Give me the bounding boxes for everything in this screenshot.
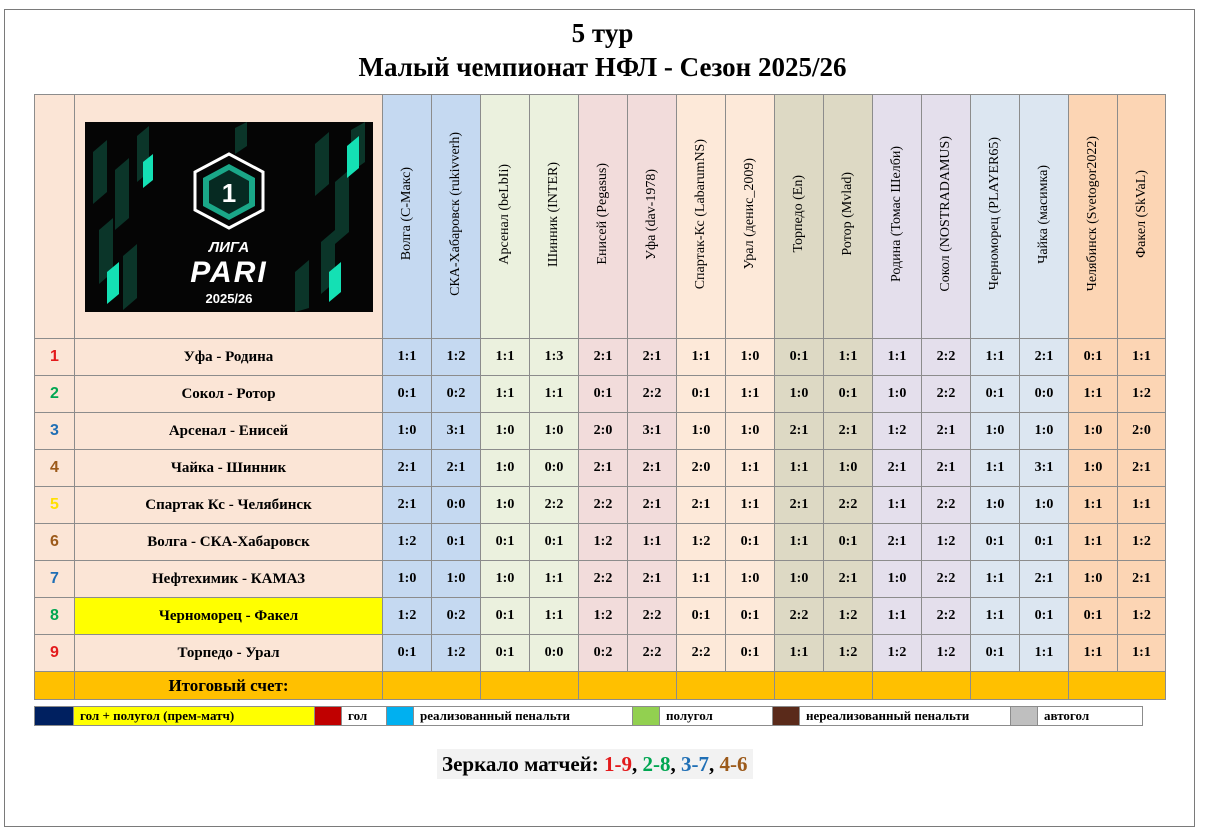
match-number: 5 (35, 487, 75, 524)
table-row (35, 598, 1166, 635)
score-cell: 1:2 (383, 524, 432, 561)
score-cell: 3:1 (628, 413, 677, 450)
column-header-label: Арсенал (beLbIi) (497, 163, 512, 265)
score-cell: 3:1 (1020, 450, 1069, 487)
table-row (35, 413, 1166, 450)
corner-cell (35, 95, 75, 339)
score-cell: 2:2 (922, 376, 971, 413)
total-score-cell (1069, 672, 1166, 700)
score-cell: 1:1 (1069, 635, 1118, 672)
column-header-6 (628, 95, 677, 339)
logo-text-pari: PARI (189, 255, 268, 289)
legend-label: реализованный пенальти (414, 707, 633, 726)
score-cell: 0:1 (481, 635, 530, 672)
score-cell: 1:1 (677, 561, 726, 598)
legend-label: нереализованный пенальти (800, 707, 1011, 726)
table-row (35, 339, 1166, 376)
score-cell: 0:2 (579, 635, 628, 672)
score-cell: 1:2 (432, 635, 481, 672)
score-cell: 2:2 (775, 598, 824, 635)
legend-swatch (315, 707, 342, 726)
score-cell: 0:1 (481, 598, 530, 635)
score-cell: 2:0 (677, 450, 726, 487)
match-name: Торпедо - Урал (75, 635, 383, 672)
score-cell: 2:1 (824, 561, 873, 598)
column-header-label: Енисей (Pegasus) (595, 163, 610, 265)
score-cell: 2:1 (1020, 339, 1069, 376)
score-cell: 0:1 (677, 598, 726, 635)
column-header-14 (1020, 95, 1069, 339)
legend-row (35, 707, 1143, 726)
legend-label: гол (342, 707, 387, 726)
score-cell: 1:0 (481, 487, 530, 524)
column-header-label: Спартак-Кс (LabarumNS) (693, 138, 708, 290)
score-cell: 1:1 (481, 339, 530, 376)
score-cell: 1:1 (824, 339, 873, 376)
column-header-12 (922, 95, 971, 339)
score-cell: 1:1 (1118, 487, 1166, 524)
score-cell: 2:2 (922, 339, 971, 376)
score-cell: 1:0 (481, 450, 530, 487)
column-header-16 (1118, 95, 1166, 339)
mirror-separator: , (709, 752, 715, 776)
score-cell: 2:2 (922, 598, 971, 635)
match-name: Сокол - Ротор (75, 376, 383, 413)
column-header-4 (530, 95, 579, 339)
score-cell: 2:1 (628, 339, 677, 376)
score-cell: 0:1 (383, 635, 432, 672)
match-number: 2 (35, 376, 75, 413)
score-cell: 1:0 (481, 561, 530, 598)
page-title: 5 тур (571, 18, 634, 48)
score-cell: 1:0 (481, 413, 530, 450)
score-cell: 2:2 (922, 487, 971, 524)
score-cell: 2:1 (922, 413, 971, 450)
score-cell: 1:2 (922, 635, 971, 672)
score-cell: 0:1 (971, 524, 1020, 561)
logo-badge-number: 1 (221, 177, 236, 208)
score-cell: 0:0 (432, 487, 481, 524)
legend-swatch (1011, 707, 1038, 726)
score-cell: 0:0 (530, 450, 579, 487)
score-cell: 2:1 (677, 487, 726, 524)
score-cell: 1:0 (873, 376, 922, 413)
score-cell: 0:2 (432, 376, 481, 413)
mirror-pair: 4-6 (719, 752, 748, 776)
logo-text-liga: ЛИГА (208, 238, 249, 256)
score-cell: 2:0 (1118, 413, 1166, 450)
score-cell: 1:1 (1069, 524, 1118, 561)
column-header-9 (775, 95, 824, 339)
column-header-5 (579, 95, 628, 339)
score-cell: 2:1 (775, 487, 824, 524)
match-name: Волга - СКА-Хабаровск (75, 524, 383, 561)
score-cell: 1:1 (1118, 635, 1166, 672)
mirror-separator: , (670, 752, 676, 776)
score-cell: 1:0 (726, 339, 775, 376)
column-header-15 (1069, 95, 1118, 339)
match-number: 4 (35, 450, 75, 487)
score-cell: 2:2 (628, 598, 677, 635)
score-cell: 0:1 (481, 524, 530, 561)
total-score-cell (481, 672, 579, 700)
score-cell: 1:1 (530, 376, 579, 413)
score-cell: 2:2 (628, 635, 677, 672)
score-cell: 1:2 (873, 635, 922, 672)
score-cell: 1:0 (432, 561, 481, 598)
mirror-separator: , (632, 752, 638, 776)
column-header-label: Торпедо (En) (791, 175, 806, 253)
column-header-label: Черноморец (PLAYER65) (987, 137, 1002, 291)
score-cell: 2:1 (579, 339, 628, 376)
score-cell: 0:1 (775, 339, 824, 376)
score-cell: 0:1 (530, 524, 579, 561)
column-header-2 (432, 95, 481, 339)
page-subtitle: Малый чемпионат НФЛ - Сезон 2025/26 (358, 52, 847, 82)
score-cell: 1:1 (971, 598, 1020, 635)
score-cell: 0:1 (971, 376, 1020, 413)
score-cell: 2:1 (628, 450, 677, 487)
score-cell: 1:1 (1069, 487, 1118, 524)
score-cell: 1:2 (1118, 376, 1166, 413)
score-cell: 0:1 (726, 524, 775, 561)
score-cell: 1:0 (775, 376, 824, 413)
predictions-table (34, 94, 1166, 700)
match-name: Спартак Кс - Челябинск (75, 487, 383, 524)
column-header-8 (726, 95, 775, 339)
score-cell: 1:2 (922, 524, 971, 561)
score-cell: 0:1 (824, 376, 873, 413)
score-cell: 1:2 (432, 339, 481, 376)
liga-pari-logo (85, 122, 373, 312)
column-header-label: Чайка (масимка) (1036, 164, 1051, 264)
score-cell: 2:1 (432, 450, 481, 487)
table-row (35, 561, 1166, 598)
score-cell: 2:1 (1020, 561, 1069, 598)
score-cell: 2:1 (628, 487, 677, 524)
column-header-label: СКА-Хабаровск (rukivverh) (448, 132, 463, 296)
score-cell: 2:1 (1118, 561, 1166, 598)
legend-label: автогол (1038, 707, 1143, 726)
total-score-cell (873, 672, 971, 700)
mirror-pair: 2-8 (642, 752, 671, 776)
table-row (35, 635, 1166, 672)
score-cell: 2:0 (579, 413, 628, 450)
score-cell: 0:1 (726, 598, 775, 635)
score-cell: 1:2 (579, 524, 628, 561)
score-cell: 0:1 (1020, 524, 1069, 561)
column-header-label: Ротор (Mvlad) (840, 172, 855, 256)
score-cell: 1:0 (775, 561, 824, 598)
score-cell: 2:1 (873, 524, 922, 561)
mirror-matches (437, 749, 753, 779)
score-cell: 1:1 (726, 450, 775, 487)
score-cell: 0:1 (971, 635, 1020, 672)
score-cell: 0:1 (579, 376, 628, 413)
match-name: Арсенал - Енисей (75, 413, 383, 450)
total-score-cell (775, 672, 873, 700)
score-cell: 1:0 (971, 413, 1020, 450)
score-cell: 1:1 (530, 561, 579, 598)
column-header-7 (677, 95, 726, 339)
column-header-label: Урал (денис_2009) (742, 158, 757, 270)
score-cell: 2:1 (775, 413, 824, 450)
total-score-cell (383, 672, 481, 700)
score-cell: 1:2 (1118, 524, 1166, 561)
score-cell: 1:2 (873, 413, 922, 450)
score-cell: 1:0 (1069, 450, 1118, 487)
score-cell: 1:0 (530, 413, 579, 450)
score-cell: 2:1 (579, 450, 628, 487)
score-cell: 1:0 (1069, 561, 1118, 598)
score-cell: 2:1 (1118, 450, 1166, 487)
match-number: 9 (35, 635, 75, 672)
mirror-pair: 1-9 (604, 752, 633, 776)
legend-label: гол + полугол (прем-матч) (74, 707, 315, 726)
score-cell: 1:1 (775, 524, 824, 561)
column-header-1 (383, 95, 432, 339)
header-row (35, 95, 1166, 339)
match-number: 6 (35, 524, 75, 561)
score-cell: 0:0 (1020, 376, 1069, 413)
score-cell: 1:1 (677, 339, 726, 376)
score-cell: 0:2 (432, 598, 481, 635)
score-cell: 1:0 (726, 413, 775, 450)
score-cell: 1:1 (726, 376, 775, 413)
column-header-11 (873, 95, 922, 339)
total-score-cell (579, 672, 677, 700)
score-cell: 2:2 (677, 635, 726, 672)
score-cell: 1:1 (775, 635, 824, 672)
score-cell: 2:1 (383, 487, 432, 524)
score-cell: 1:1 (628, 524, 677, 561)
score-cell: 1:2 (677, 524, 726, 561)
score-cell: 0:1 (677, 376, 726, 413)
score-cell: 1:2 (824, 635, 873, 672)
score-cell: 2:2 (579, 487, 628, 524)
score-cell: 2:2 (579, 561, 628, 598)
match-number: 3 (35, 413, 75, 450)
score-cell: 2:2 (530, 487, 579, 524)
score-cell: 2:1 (383, 450, 432, 487)
score-cell: 0:1 (383, 376, 432, 413)
score-cell: 1:0 (726, 561, 775, 598)
column-header-10 (824, 95, 873, 339)
match-name: Уфа - Родина (75, 339, 383, 376)
score-cell: 1:2 (383, 598, 432, 635)
score-cell: 0:1 (1020, 598, 1069, 635)
logo-text-season: 2025/26 (205, 290, 252, 306)
score-cell: 2:1 (824, 413, 873, 450)
score-cell: 1:1 (971, 561, 1020, 598)
match-name: Черноморец - Факел (75, 598, 383, 635)
score-cell: 1:1 (726, 487, 775, 524)
legend-swatch (387, 707, 414, 726)
column-header-label: Шинник (INTER) (546, 161, 561, 267)
legend-swatch (35, 707, 74, 726)
match-number: 1 (35, 339, 75, 376)
score-cell: 2:2 (922, 561, 971, 598)
table-row (35, 376, 1166, 413)
score-cell: 1:1 (530, 598, 579, 635)
match-name: Чайка - Шинник (75, 450, 383, 487)
table-row (35, 487, 1166, 524)
score-cell: 0:1 (726, 635, 775, 672)
score-cell: 1:2 (579, 598, 628, 635)
score-cell: 1:1 (1020, 635, 1069, 672)
legend-swatch (633, 707, 660, 726)
score-cell: 0:0 (530, 635, 579, 672)
column-header-3 (481, 95, 530, 339)
legend-swatch (773, 707, 800, 726)
total-label: Итоговый счет: (75, 672, 383, 700)
total-number-cell (35, 672, 75, 700)
match-number: 7 (35, 561, 75, 598)
score-cell: 1:0 (1020, 487, 1069, 524)
score-cell: 1:1 (481, 376, 530, 413)
score-cell: 2:1 (873, 450, 922, 487)
score-cell: 1:0 (971, 487, 1020, 524)
score-cell: 0:1 (1069, 339, 1118, 376)
column-header-13 (971, 95, 1020, 339)
score-cell: 1:3 (530, 339, 579, 376)
score-cell: 0:1 (432, 524, 481, 561)
column-header-label: Сокол (NOSTRADAMUS) (938, 136, 953, 292)
column-header-label: Челябинск (Svetogor2022) (1085, 136, 1100, 292)
match-number: 8 (35, 598, 75, 635)
score-cell: 1:1 (873, 598, 922, 635)
score-cell: 1:1 (775, 450, 824, 487)
score-cell: 1:0 (824, 450, 873, 487)
score-cell: 2:2 (824, 487, 873, 524)
score-cell: 1:1 (1118, 339, 1166, 376)
score-cell: 1:0 (383, 413, 432, 450)
table-row (35, 450, 1166, 487)
score-cell: 1:2 (824, 598, 873, 635)
score-cell: 1:2 (1118, 598, 1166, 635)
column-header-label: Факел (SkVaL) (1133, 170, 1149, 258)
column-header-label: Волга (С-Макс) (399, 167, 414, 261)
table-row (35, 524, 1166, 561)
score-cell: 0:1 (1069, 598, 1118, 635)
score-cell: 1:0 (1069, 413, 1118, 450)
score-cell: 1:1 (873, 339, 922, 376)
column-header-label: Уфа (dav-1978) (644, 168, 659, 260)
score-cell: 2:1 (628, 561, 677, 598)
mirror-label: Зеркало матчей: (442, 752, 599, 776)
legend (34, 706, 1143, 726)
legend-label: полугол (660, 707, 773, 726)
score-cell: 1:0 (1020, 413, 1069, 450)
score-cell: 0:1 (824, 524, 873, 561)
score-cell: 1:1 (383, 339, 432, 376)
score-cell: 1:1 (971, 339, 1020, 376)
total-score-cell (971, 672, 1069, 700)
score-cell: 1:0 (677, 413, 726, 450)
score-cell: 1:1 (971, 450, 1020, 487)
match-name: Нефтехимик - КАМАЗ (75, 561, 383, 598)
score-cell: 1:1 (1069, 376, 1118, 413)
score-cell: 1:0 (383, 561, 432, 598)
mirror-pair: 3-7 (681, 752, 710, 776)
score-cell: 2:2 (628, 376, 677, 413)
column-header-label: Родина (Томас Шелби) (889, 145, 904, 283)
total-row (35, 672, 1166, 700)
score-cell: 1:1 (873, 487, 922, 524)
total-score-cell (677, 672, 775, 700)
logo-graphic (85, 122, 373, 312)
score-cell: 3:1 (432, 413, 481, 450)
logo-cell (75, 95, 383, 339)
score-cell: 2:1 (922, 450, 971, 487)
score-cell: 1:0 (873, 561, 922, 598)
